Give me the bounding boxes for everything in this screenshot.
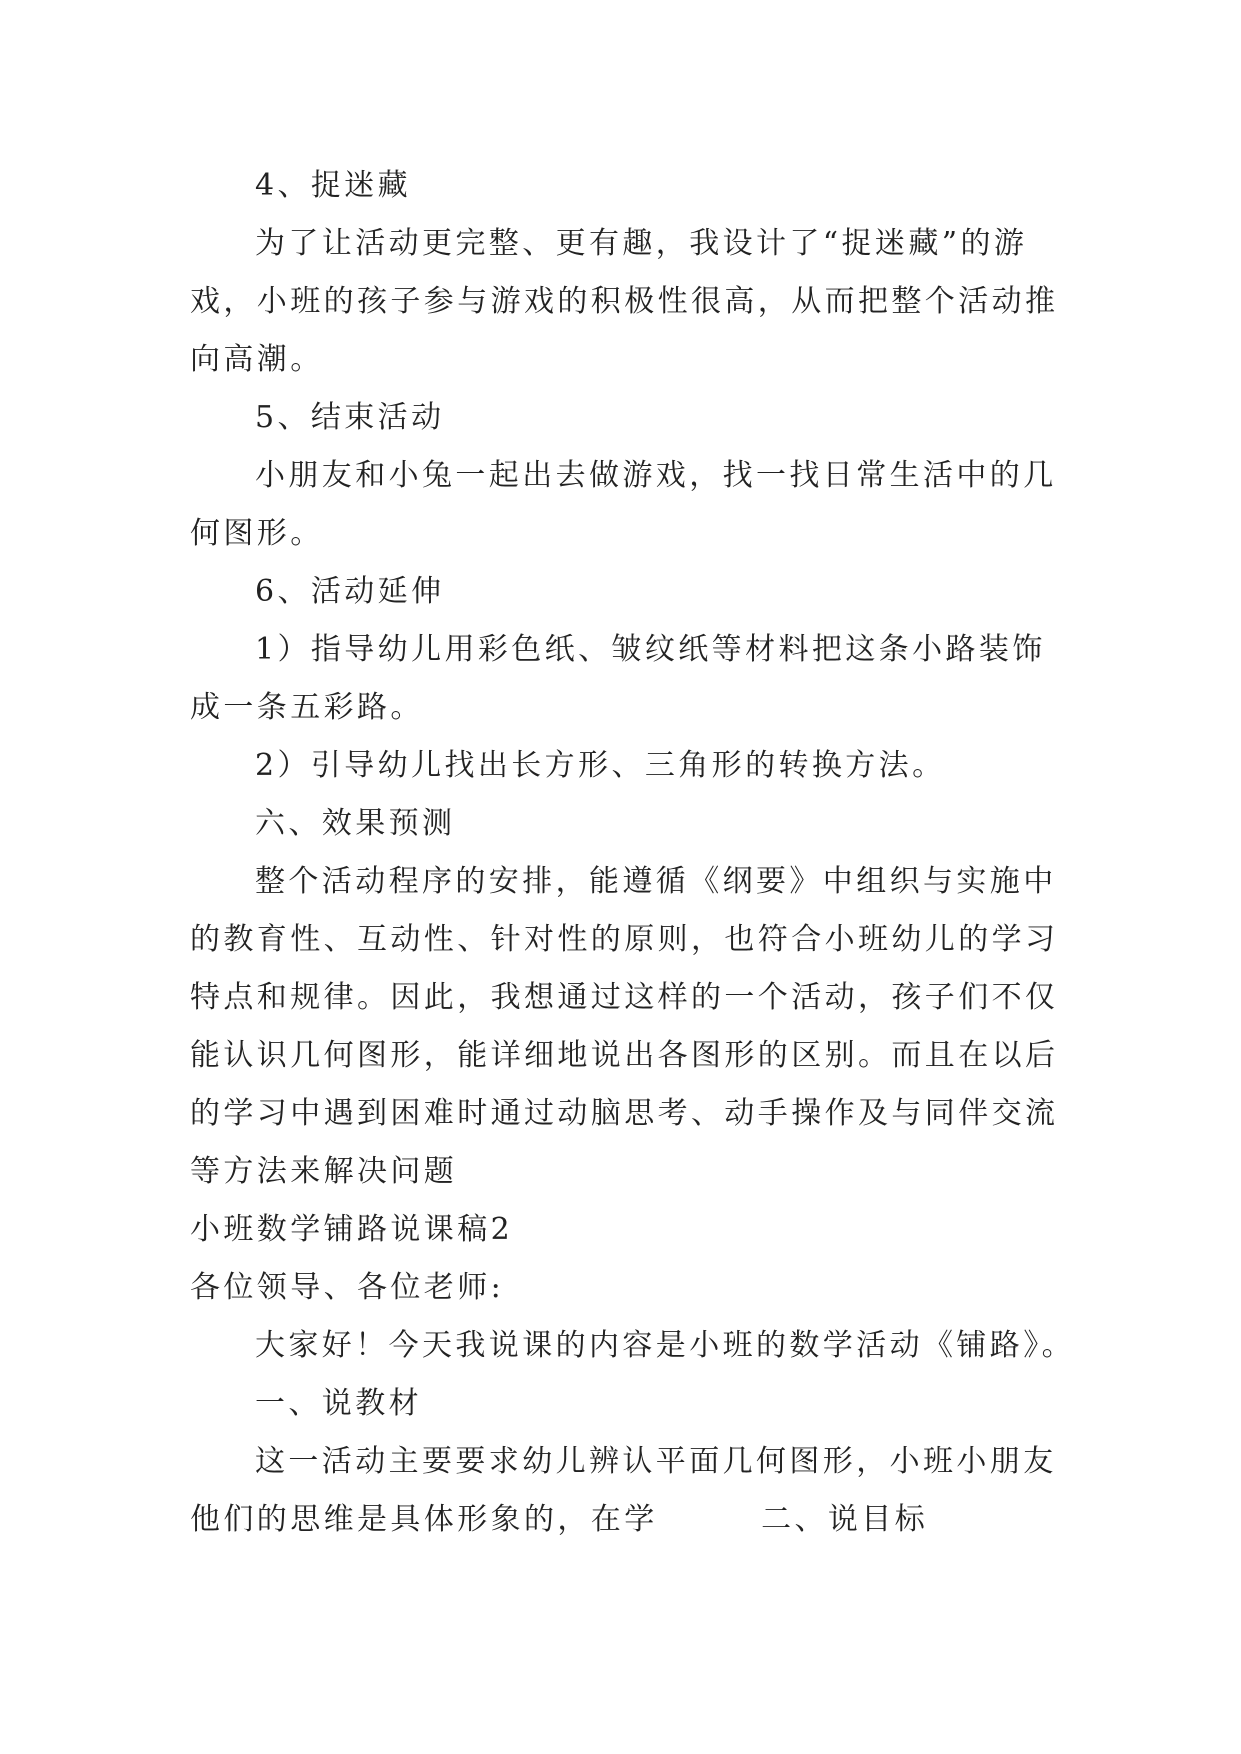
- paragraph-line: 1）指导幼儿用彩色纸、皱纹纸等材料把这条小路装饰: [255, 632, 1046, 667]
- paragraph-line: 小朋友和小兔一起出去做游戏，找一找日常生活中的几: [255, 458, 1057, 493]
- paragraph-line: 他们的思维是具体形象的，在学 二、说目标: [190, 1502, 929, 1537]
- paragraph-line: 等方法来解决问题: [190, 1154, 458, 1189]
- paragraph-line: 戏，小班的孩子参与游戏的积极性很高，从而把整个活动推: [190, 284, 1059, 319]
- section-heading-expected-effect: 六、效果预测: [255, 806, 456, 841]
- section-heading-end-activity: 5、结束活动: [255, 400, 445, 435]
- paragraph-line: 能认识几何图形，能详细地说出各图形的区别。而且在以后: [190, 1038, 1059, 1073]
- section-heading-activity-extension: 6、活动延伸: [255, 574, 445, 609]
- salutation: 各位领导、各位老师:: [190, 1270, 505, 1305]
- section-heading-hide-and-seek: 4、捉迷藏: [255, 168, 412, 203]
- document-title-2: 小班数学铺路说课稿2: [190, 1212, 514, 1247]
- paragraph-line: 特点和规律。因此，我想通过这样的一个活动，孩子们不仅: [190, 980, 1059, 1015]
- paragraph-line: 为了让活动更完整、更有趣，我设计了“捉迷藏”的游: [255, 226, 1028, 261]
- paragraph-line: 整个活动程序的安排，能遵循《纲要》中组织与实施中: [255, 864, 1057, 899]
- paragraph-line: 何图形。: [190, 516, 324, 551]
- paragraph-line: 成一条五彩路。: [190, 690, 424, 725]
- paragraph-line: 这一活动主要要求幼儿辨认平面几何图形，小班小朋友: [255, 1444, 1057, 1479]
- paragraph-line: 大家好！今天我说课的内容是小班的数学活动《铺路》。: [255, 1328, 1075, 1363]
- paragraph-line: 的学习中遇到困难时通过动脑思考、动手操作及与同伴交流: [190, 1096, 1059, 1131]
- paragraph-line: 向高潮。: [190, 342, 324, 377]
- section-heading-teaching-material: 一、说教材: [255, 1386, 422, 1421]
- paragraph-line: 2）引导幼儿找出长方形、三角形的转换方法。: [255, 748, 946, 783]
- paragraph-line: 的教育性、互动性、针对性的原则，也符合小班幼儿的学习: [190, 922, 1059, 957]
